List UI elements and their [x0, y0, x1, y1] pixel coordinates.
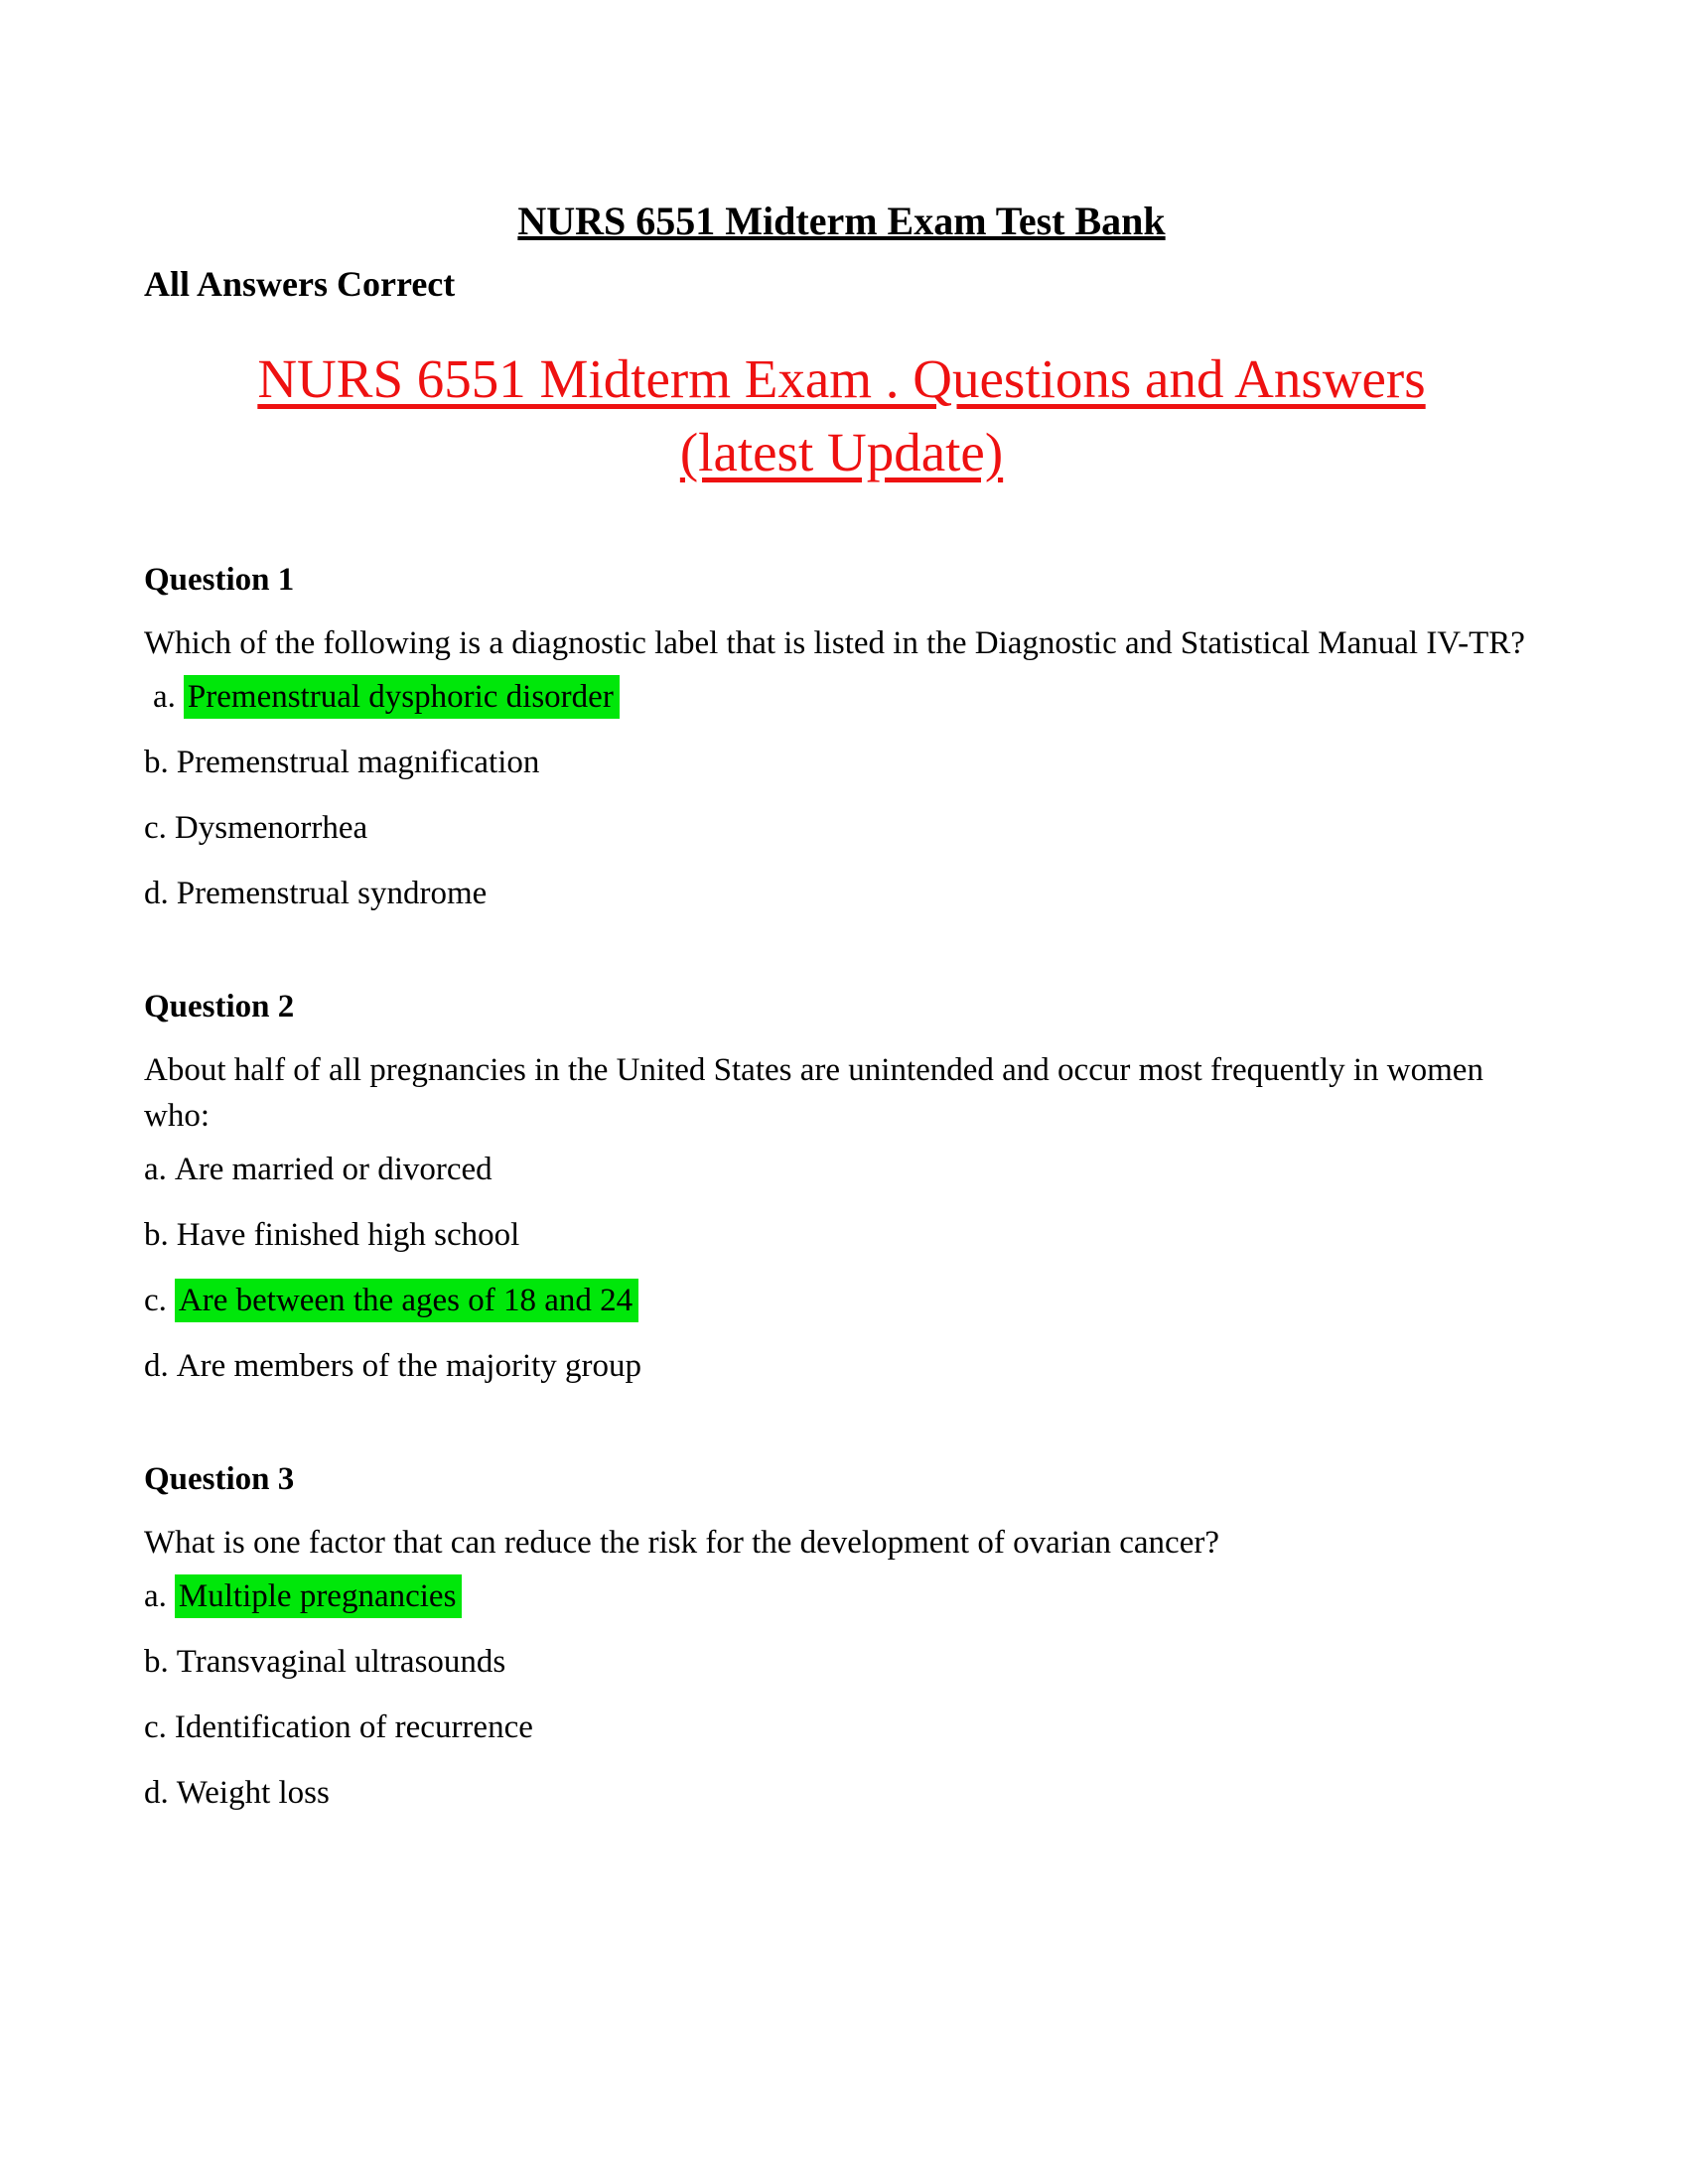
option-letter: a.	[144, 1578, 167, 1615]
option-text: Multiple pregnancies	[175, 1574, 463, 1618]
option-text: Are between the ages of 18 and 24	[175, 1279, 638, 1322]
option-letter: d.	[144, 1348, 169, 1385]
option-letter: b.	[144, 1644, 169, 1681]
option-text: Dysmenorrhea	[174, 810, 368, 847]
options-list	[144, 674, 1539, 916]
answer-option	[144, 1212, 1539, 1258]
answer-option	[144, 1343, 1539, 1389]
question-label: Question 2	[144, 989, 295, 1025]
question-block	[144, 988, 1539, 1389]
option-letter: c.	[144, 810, 167, 847]
answer-option-correct	[144, 1278, 1539, 1323]
answer-option	[144, 1639, 1539, 1685]
options-list	[144, 1147, 1539, 1389]
answer-option	[144, 1770, 1539, 1816]
answer-option	[144, 1147, 1539, 1192]
document-title: NURS 6551 Midterm Exam Test Bank	[517, 199, 1166, 243]
option-text: Premenstrual magnification	[176, 745, 540, 781]
answer-option-correct	[144, 1573, 1539, 1619]
option-letter: c.	[144, 1709, 167, 1746]
option-text: Premenstrual syndrome	[176, 876, 488, 912]
question-text: About half of all pregnancies in the United States are unintended and occur most frequently in women who:	[144, 1052, 1483, 1135]
option-text: Are married or divorced	[174, 1152, 492, 1188]
answer-option	[144, 871, 1539, 916]
subheader-all-answers-correct: All Answers Correct	[144, 264, 456, 304]
option-text: Weight loss	[176, 1775, 330, 1812]
red-heading-line2: (latest Update)	[679, 422, 1004, 483]
option-letter: a.	[144, 1152, 167, 1188]
option-text: Have finished high school	[176, 1217, 520, 1254]
option-letter: c.	[144, 1283, 167, 1319]
answer-option-correct	[153, 674, 1539, 720]
option-text: Identification of recurrence	[174, 1709, 533, 1746]
question-label: Question 1	[144, 562, 295, 599]
option-text: Transvaginal ultrasounds	[176, 1644, 506, 1681]
questions-section	[144, 561, 1539, 1816]
options-list	[144, 1573, 1539, 1816]
option-text: Are members of the majority group	[176, 1348, 642, 1385]
question-label: Question 3	[144, 1461, 295, 1498]
option-letter: d.	[144, 1775, 169, 1812]
red-heading	[144, 342, 1539, 489]
question-text: Which of the following is a diagnostic label that is listed in the Diagnostic and Statistical Manual IV-TR?	[144, 625, 1525, 662]
answer-option	[144, 805, 1539, 851]
question-text: What is one factor that can reduce the risk for the development of ovarian cancer?	[144, 1525, 1219, 1562]
answer-option	[144, 740, 1539, 785]
option-letter: b.	[144, 745, 169, 781]
answer-option	[144, 1705, 1539, 1750]
option-text: Premenstrual dysphoric disorder	[184, 675, 620, 719]
option-letter: a.	[153, 679, 176, 716]
question-block	[144, 561, 1539, 916]
option-letter: b.	[144, 1217, 169, 1254]
option-letter: d.	[144, 876, 169, 912]
question-block	[144, 1460, 1539, 1816]
red-heading-line1: NURS 6551 Midterm Exam . Questions and Answers	[257, 348, 1426, 410]
